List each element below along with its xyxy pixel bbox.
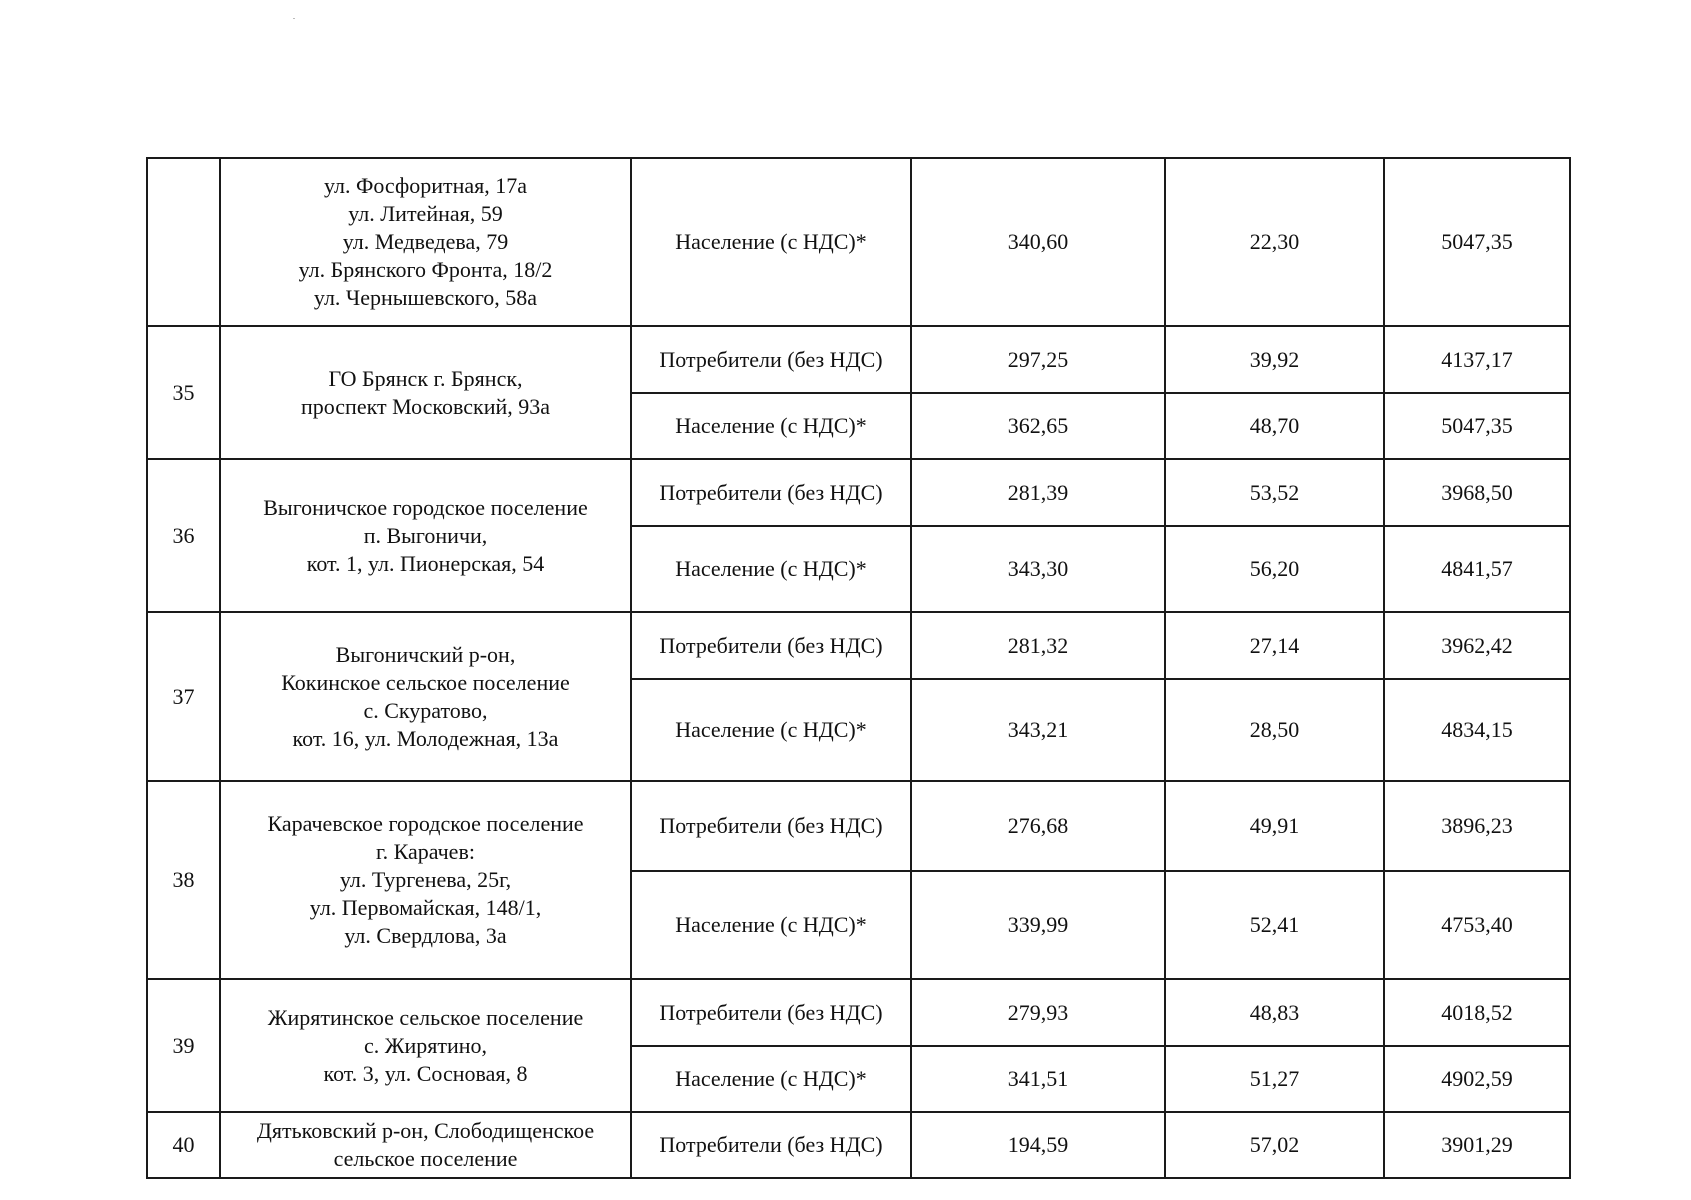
address-cell: Выгоничское городское поселение п. Выгоничи, кот. 1, ул. Пионерская, 54 xyxy=(220,459,631,612)
table-row xyxy=(147,459,1570,526)
value-cell-1: 279,93 xyxy=(911,979,1165,1046)
value-cell-1: 281,32 xyxy=(911,612,1165,679)
value-cell-2: 27,14 xyxy=(1165,612,1384,679)
value-cell-3: 4137,17 xyxy=(1384,326,1570,393)
value-cell-1: 194,59 xyxy=(911,1112,1165,1178)
value-cell-2: 51,27 xyxy=(1165,1046,1384,1112)
row-number-cell: 40 xyxy=(147,1112,220,1178)
value-cell-1: 341,51 xyxy=(911,1046,1165,1112)
address-cell: Жирятинское сельское поселение с. Жирятино, кот. 3, ул. Сосновая, 8 xyxy=(220,979,631,1112)
value-cell-1: 297,25 xyxy=(911,326,1165,393)
table-row xyxy=(147,979,1570,1046)
value-cell-3: 4841,57 xyxy=(1384,526,1570,612)
value-cell-2: 22,30 xyxy=(1165,158,1384,326)
consumer-category-cell: Потребители (без НДС) xyxy=(631,459,911,526)
address-cell: Карачевское городское поселение г. Карачев: ул. Тургенева, 25г, ул. Первомайская, 148/1, ул. Свердлова, 3а xyxy=(220,781,631,979)
value-cell-1: 340,60 xyxy=(911,158,1165,326)
value-cell-1: 343,30 xyxy=(911,526,1165,612)
value-cell-2: 48,70 xyxy=(1165,393,1384,459)
address-cell: Дятьковский р-он, Слободищенское сельское поселение xyxy=(220,1112,631,1178)
value-cell-3: 3901,29 xyxy=(1384,1112,1570,1178)
row-number-cell xyxy=(147,158,220,326)
value-cell-3: 4834,15 xyxy=(1384,679,1570,781)
value-cell-2: 56,20 xyxy=(1165,526,1384,612)
value-cell-3: 5047,35 xyxy=(1384,158,1570,326)
consumer-category-cell: Потребители (без НДС) xyxy=(631,612,911,679)
consumer-category-cell: Население (с НДС)* xyxy=(631,526,911,612)
consumer-category-cell: Потребители (без НДС) xyxy=(631,979,911,1046)
value-cell-1: 343,21 xyxy=(911,679,1165,781)
value-cell-3: 3896,23 xyxy=(1384,781,1570,871)
table-row xyxy=(147,1112,1570,1178)
value-cell-2: 28,50 xyxy=(1165,679,1384,781)
value-cell-2: 39,92 xyxy=(1165,326,1384,393)
row-number-cell: 35 xyxy=(147,326,220,459)
table-row xyxy=(147,158,1570,326)
page-mark xyxy=(293,18,295,19)
tariff-table xyxy=(146,157,1571,1179)
consumer-category-cell: Население (с НДС)* xyxy=(631,158,911,326)
consumer-category-cell: Потребители (без НДС) xyxy=(631,1112,911,1178)
value-cell-1: 339,99 xyxy=(911,871,1165,979)
row-number-cell: 37 xyxy=(147,612,220,781)
consumer-category-cell: Население (с НДС)* xyxy=(631,871,911,979)
value-cell-2: 48,83 xyxy=(1165,979,1384,1046)
row-number-cell: 38 xyxy=(147,781,220,979)
consumer-category-cell: Население (с НДС)* xyxy=(631,393,911,459)
value-cell-3: 5047,35 xyxy=(1384,393,1570,459)
table-row xyxy=(147,612,1570,679)
table-row xyxy=(147,326,1570,393)
address-cell: Выгоничский р-он, Кокинское сельское поселение с. Скуратово, кот. 16, ул. Молодежная, 13а xyxy=(220,612,631,781)
value-cell-2: 52,41 xyxy=(1165,871,1384,979)
value-cell-2: 53,52 xyxy=(1165,459,1384,526)
value-cell-3: 3968,50 xyxy=(1384,459,1570,526)
row-number-cell: 36 xyxy=(147,459,220,612)
consumer-category-cell: Население (с НДС)* xyxy=(631,679,911,781)
table-row xyxy=(147,781,1570,871)
value-cell-2: 57,02 xyxy=(1165,1112,1384,1178)
value-cell-1: 276,68 xyxy=(911,781,1165,871)
consumer-category-cell: Население (с НДС)* xyxy=(631,1046,911,1112)
consumer-category-cell: Потребители (без НДС) xyxy=(631,326,911,393)
row-number-cell: 39 xyxy=(147,979,220,1112)
address-cell: ГО Брянск г. Брянск, проспект Московский, 93а xyxy=(220,326,631,459)
consumer-category-cell: Потребители (без НДС) xyxy=(631,781,911,871)
value-cell-3: 4018,52 xyxy=(1384,979,1570,1046)
value-cell-3: 3962,42 xyxy=(1384,612,1570,679)
value-cell-1: 362,65 xyxy=(911,393,1165,459)
value-cell-2: 49,91 xyxy=(1165,781,1384,871)
value-cell-1: 281,39 xyxy=(911,459,1165,526)
value-cell-3: 4902,59 xyxy=(1384,1046,1570,1112)
address-cell: ул. Фосфоритная, 17а ул. Литейная, 59 ул. Медведева, 79 ул. Брянского Фронта, 18/2 ул. Чернышевского, 58а xyxy=(220,158,631,326)
value-cell-3: 4753,40 xyxy=(1384,871,1570,979)
